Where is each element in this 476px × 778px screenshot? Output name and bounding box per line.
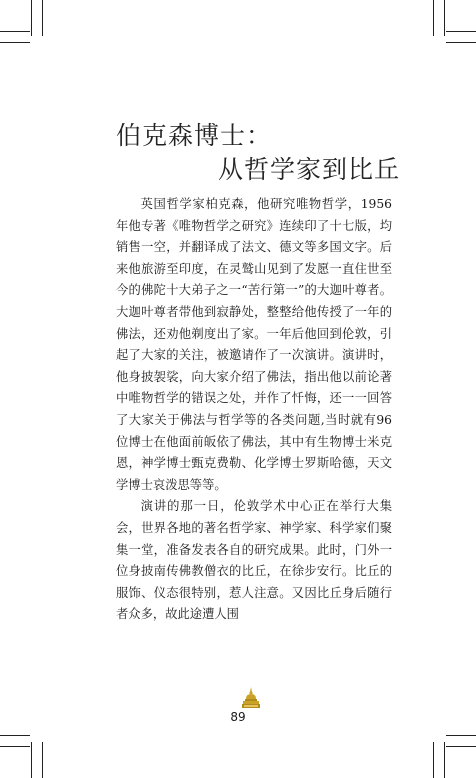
crop-mark [42, 0, 43, 36]
crop-mark [446, 42, 476, 43]
paragraph: 英国哲学家柏克森，他研究唯物哲学，1956年他专著《唯物哲学之研究》连续印了十七版，均销售一空，并翻译成了法文、德文等多国文字。后来他旅游至印度，在灵鹫山见到了发愿一直住世至今的佛陀十大弟子之一“苦行第一”的大迦叶尊者。大迦叶尊者带他到寂静处，整整给他传授了一年的佛法，还劝他剃度出了家。一年后他回到伦敦，引起了大家的关注，被邀请作了一次演讲。演讲时，他身披袈裟，向大家介绍了佛法，指出他以前论著中唯物哲学的错误之处，并作了忏悔，还一一回答了大家关于佛法与哲学等的各类问题,当时就有96位博士在他面前皈依了佛法，其中有生物博士米克恩，神学博士甄克费勒、化学博士罗斯哈德，天文学博士哀泼思等等。 [116, 197, 392, 492]
crop-mark [0, 31, 30, 32]
crop-mark [42, 742, 43, 778]
crop-mark [31, 742, 32, 778]
crop-mark [0, 42, 30, 43]
page-title: 伯克森博士： [116, 121, 273, 150]
crop-mark [433, 742, 434, 778]
body-text [116, 194, 392, 626]
crop-mark [433, 0, 434, 36]
paragraph: 演讲的那一日，伦敦学术中心正在举行大集会，世界各地的著名哲学家、神学家、科学家们聚集一堂，准备发表各自的研究成果。此时，门外一位身披南传佛教僧衣的比丘，在徐步安行。比丘的服饰、仪态很特别，惹人注意。又因比丘身后随行者众多，故此途遭人围 [116, 499, 392, 622]
crop-mark [446, 746, 476, 747]
crop-mark [31, 0, 32, 36]
golden-stupa-icon [239, 686, 263, 710]
crop-mark [446, 31, 476, 32]
crop-mark [0, 746, 30, 747]
crop-mark [446, 735, 476, 736]
crop-mark [444, 742, 445, 778]
crop-mark [444, 0, 445, 36]
crop-mark [0, 735, 30, 736]
page-subtitle: 从哲学家到比丘 [218, 155, 401, 184]
page-number: 89 [230, 710, 246, 724]
